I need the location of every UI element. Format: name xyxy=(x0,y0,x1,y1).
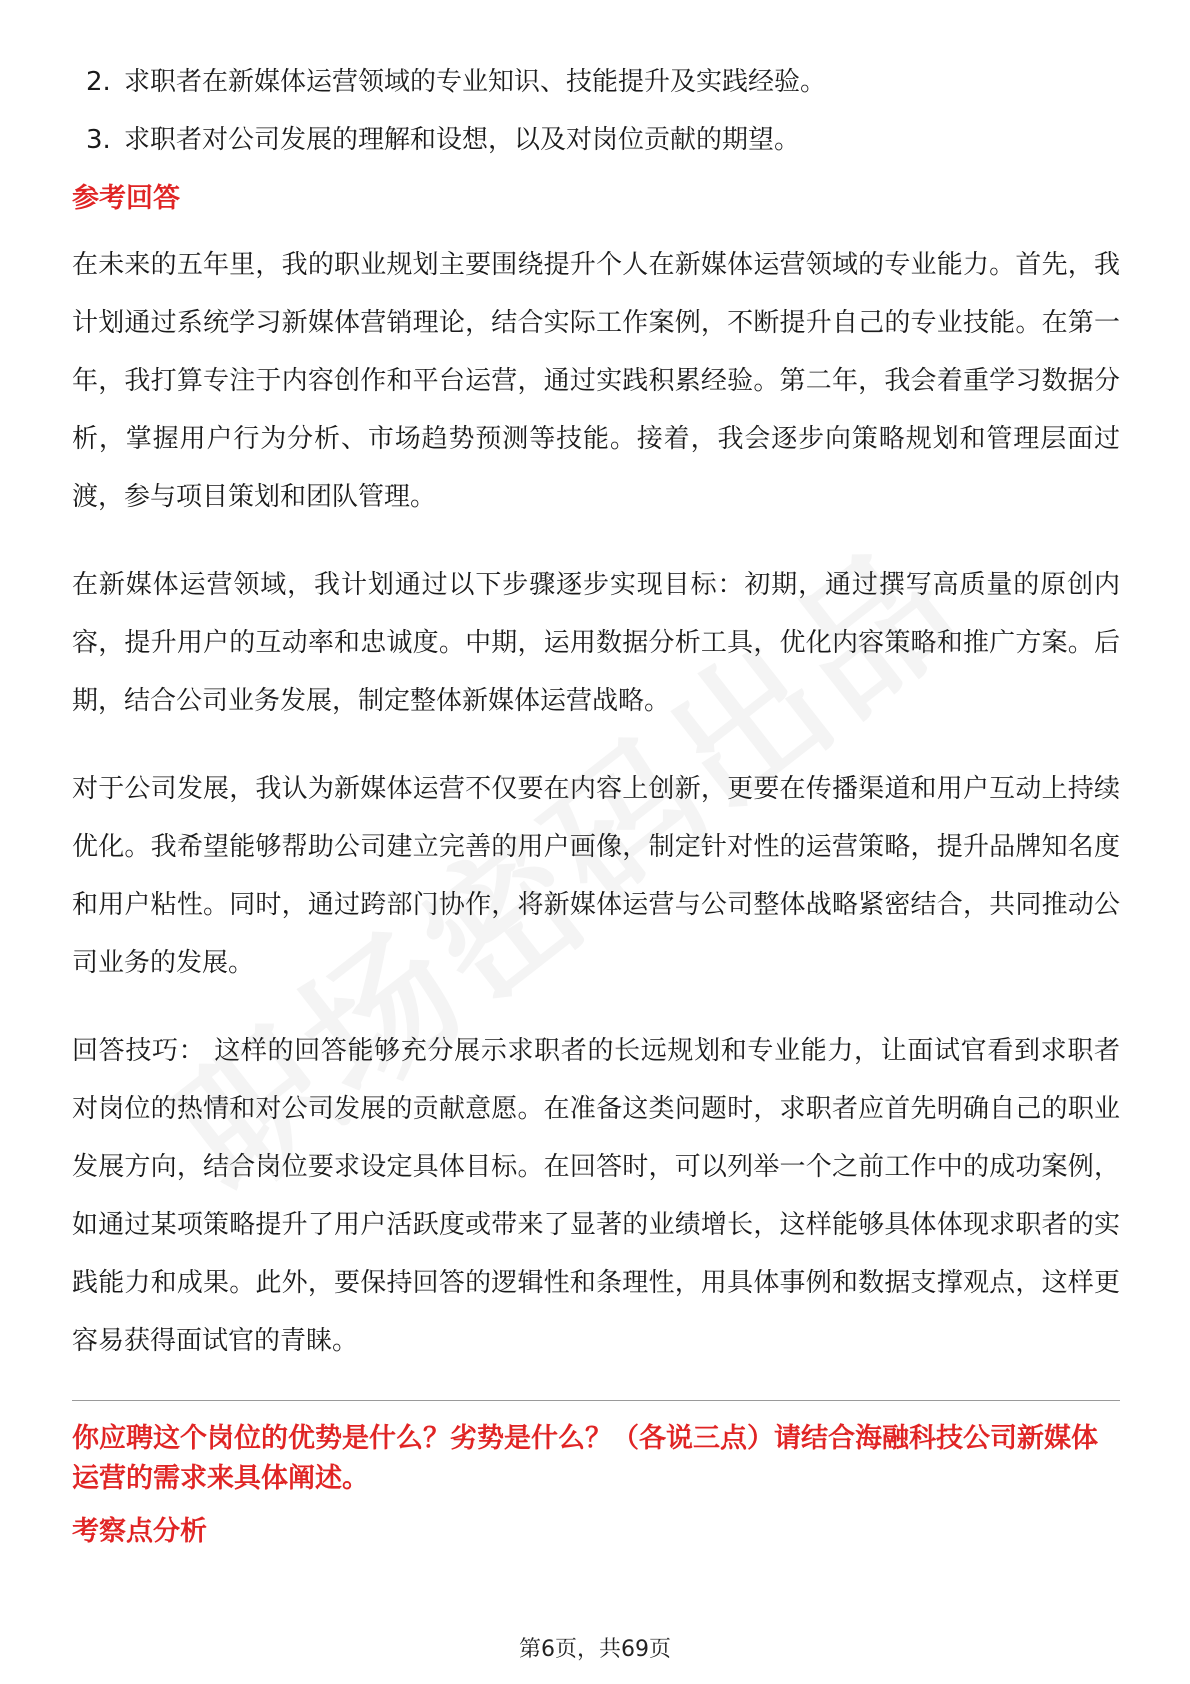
list-item xyxy=(72,64,1120,100)
list-item xyxy=(72,122,1120,158)
list-item-number: 3. xyxy=(86,125,111,155)
list-item-text: 求职者对公司发展的理解和设想，以及对岗位贡献的期望。 xyxy=(124,125,801,155)
answer-paragraph-3: 对于公司发展，我认为新媒体运营不仅要在内容上创新，更要在传播渠道和用户互动上持续优化。我希望能够帮助公司建立完善的用户画像，制定针对性的运营策略，提升品牌知名度和用户粘性。同时，通过跨部门协作，将新媒体运营与公司整体战略紧密结合，共同推动公司业务的发展。 xyxy=(72,774,1120,978)
next-question-title: 你应聘这个岗位的优势是什么？劣势是什么？（各说三点）请结合海融科技公司新媒体运营的需求来具体阐述。 xyxy=(72,1423,1098,1494)
analysis-heading: 考察点分析 xyxy=(72,1516,207,1547)
page-footer: 第6页，共69页 xyxy=(519,1637,671,1662)
answer-paragraph-1: 在未来的五年里，我的职业规划主要围绕提升个人在新媒体运营领域的专业能力。首先，我计划通过系统学习新媒体营销理论，结合实际工作案例，不断提升自己的专业技能。在第一年，我打算专注于内容创作和平台运营，通过实践积累经验。第二年，我会着重学习数据分析，掌握用户行为分析、市场趋势预测等技能。接着，我会逐步向策略规划和管理层面过渡，参与项目策划和团队管理。 xyxy=(72,250,1120,512)
answer-heading: 参考回答 xyxy=(72,183,180,214)
list-item-text: 求职者在新媒体运营领域的专业知识、技能提升及实践经验。 xyxy=(124,67,827,97)
answer-tips-paragraph: 回答技巧： 这样的回答能够充分展示求职者的长远规划和专业能力，让面试官看到求职者对岗位的热情和对公司发展的贡献意愿。在准备这类问题时，求职者应首先明确自己的职业发展方向，结合岗位要求设定具体目标。在回答时，可以列举一个之前工作中的成功案例，如通过某项策略提升了用户活跃度或带来了显著的业绩增长，这样能够具体体现求职者的实践能力和成果。此外，要保持回答的逻辑性和条理性，用具体事例和数据支撑观点，这样更容易获得面试官的青睐。 xyxy=(72,1036,1120,1356)
numbered-list xyxy=(72,64,1120,158)
page-content xyxy=(72,64,1120,1569)
answer-paragraph-2: 在新媒体运营领域，我计划通过以下步骤逐步实现目标：初期，通过撰写高质量的原创内容，提升用户的互动率和忠诚度。中期，运用数据分析工具，优化内容策略和推广方案。后期，结合公司业务发展，制定整体新媒体运营战略。 xyxy=(72,570,1120,716)
section-divider xyxy=(72,1400,1120,1401)
list-item-number: 2. xyxy=(86,67,111,97)
